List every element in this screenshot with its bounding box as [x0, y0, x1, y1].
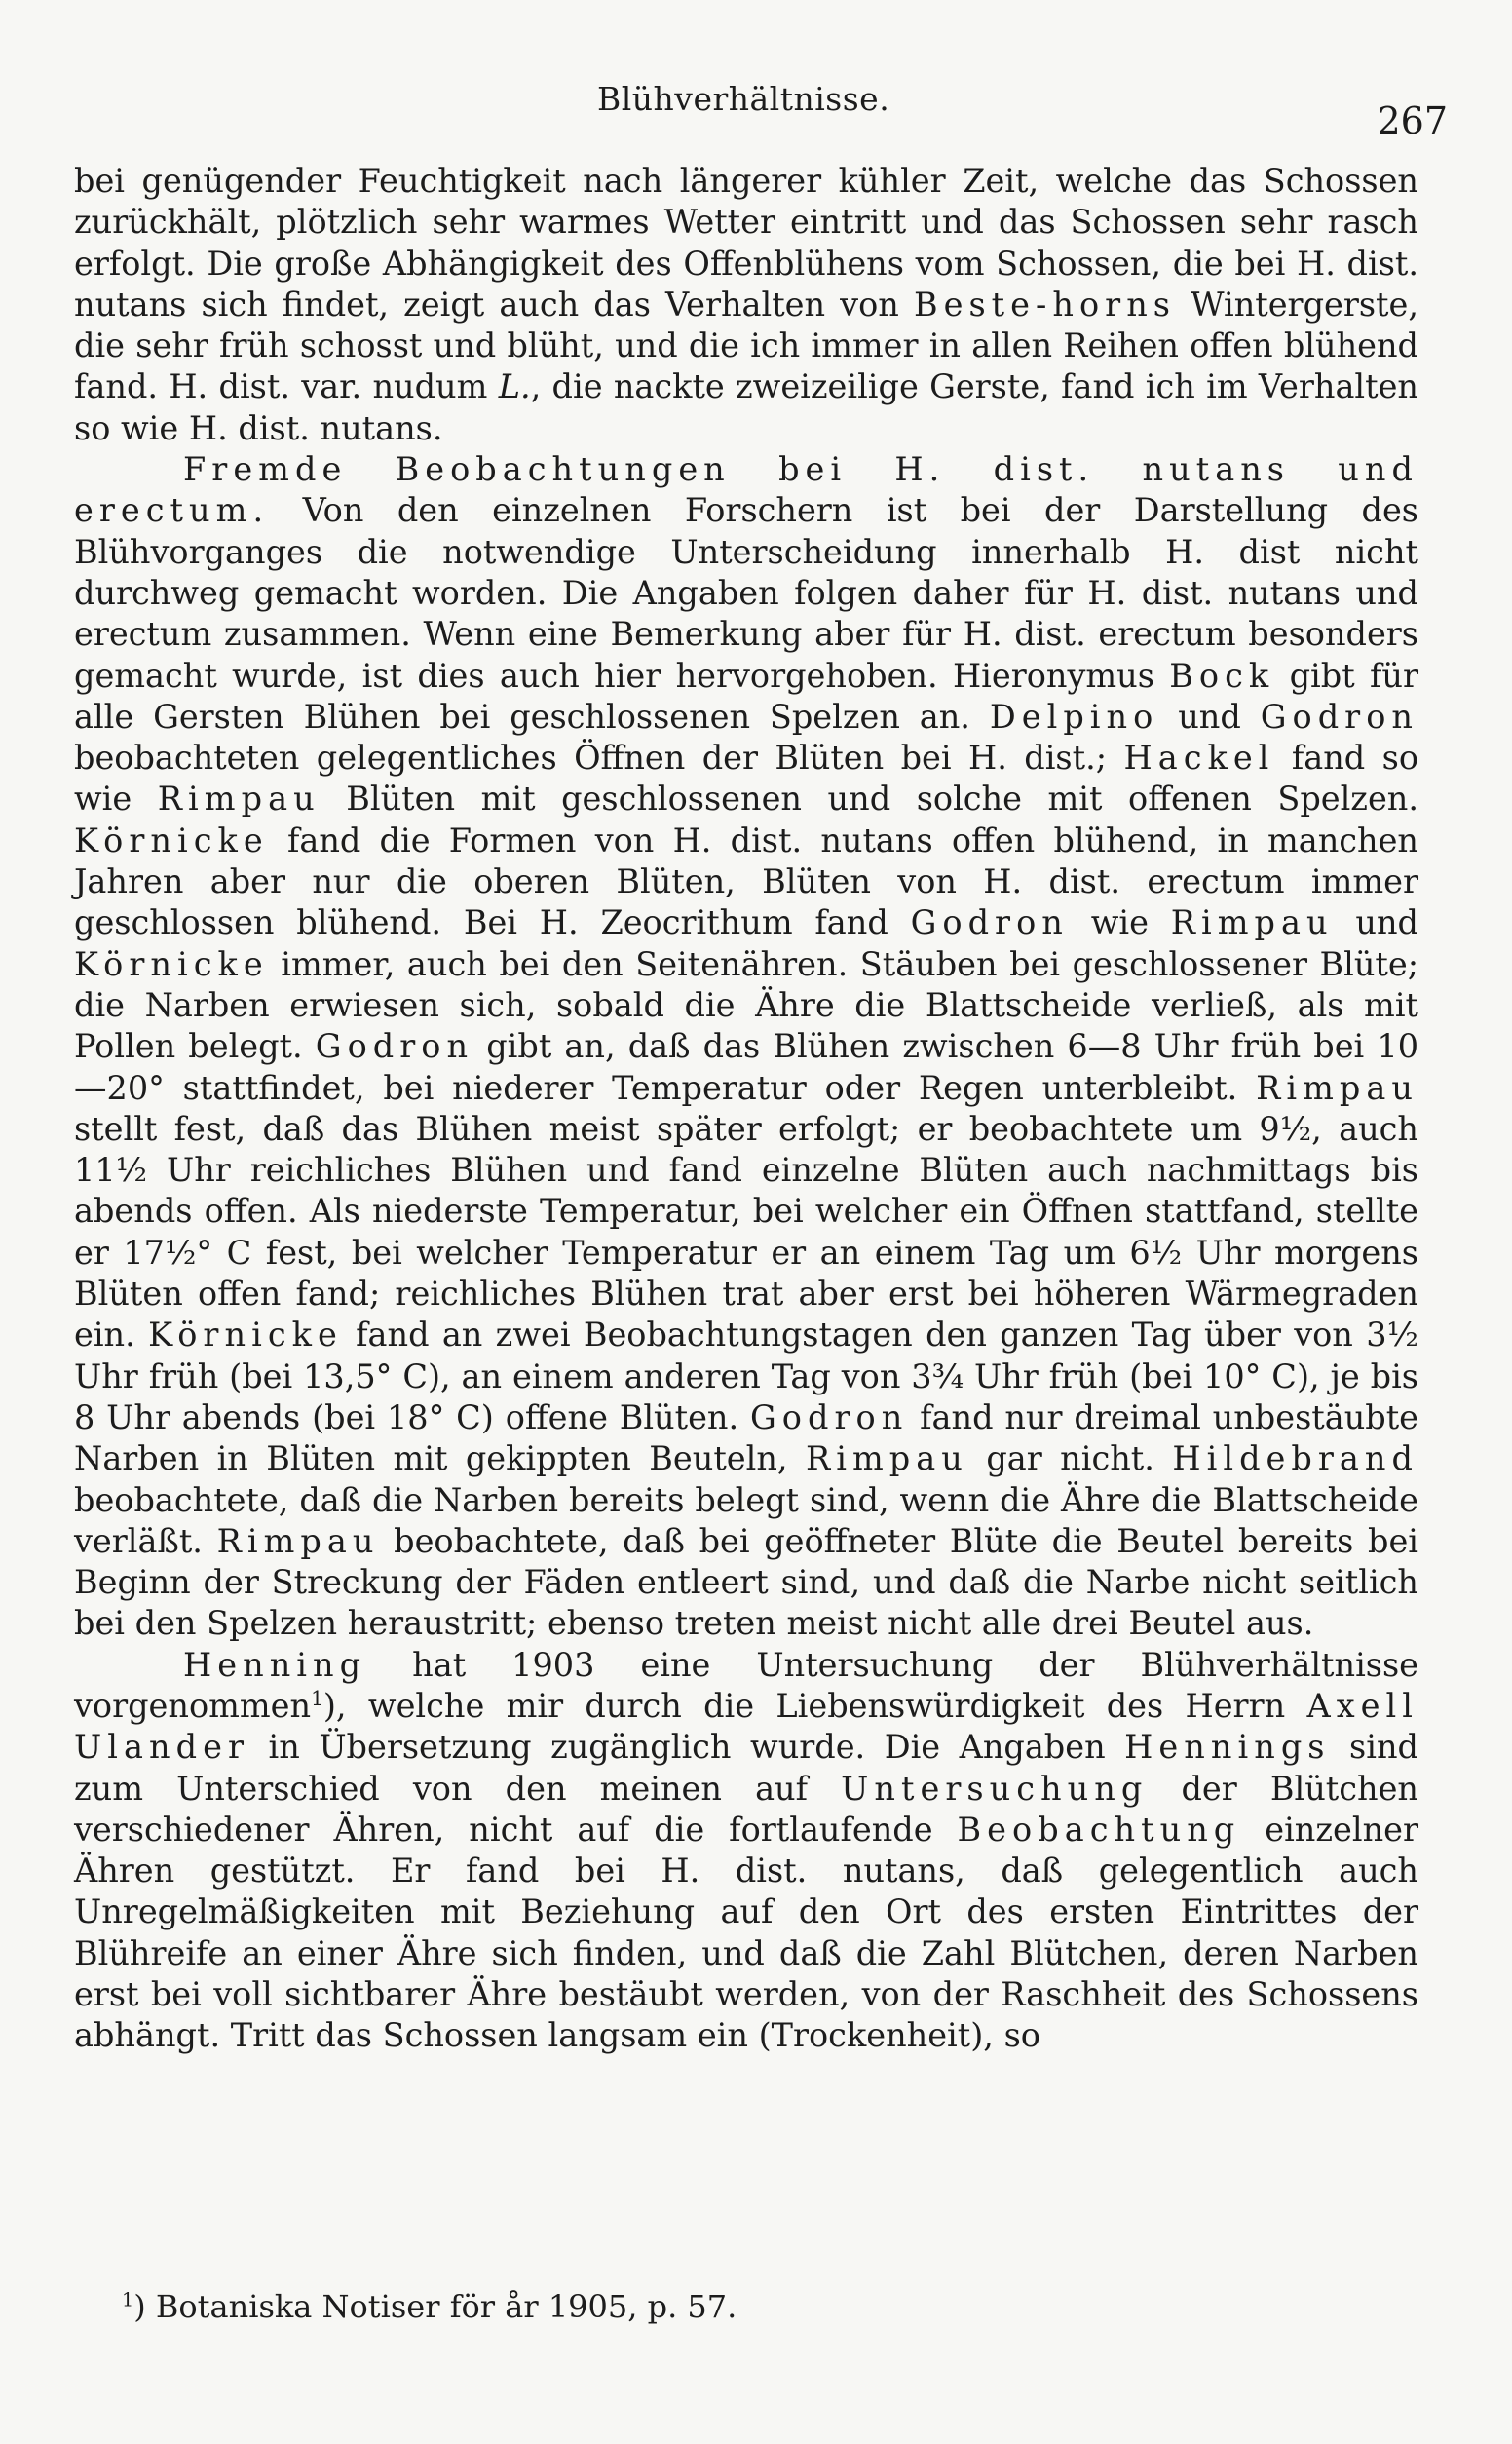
footnote-text: ) Botaniska Notiser för år 1905, p. 57.	[133, 2288, 737, 2325]
author-abbrev: L.	[498, 367, 531, 406]
author-name: Rimpau	[1170, 903, 1334, 942]
author-name: Rimpau	[216, 1521, 380, 1560]
paragraph-2	[74, 449, 1418, 1645]
page-header	[0, 80, 1512, 142]
running-title: Blühverhältnisse.	[597, 80, 890, 118]
text-run: der Blütchen verschiedener Ähren, nicht auf die fortlaufende	[74, 1769, 1418, 1849]
author-name: Bock	[1169, 656, 1275, 695]
text-run: und	[1178, 697, 1241, 736]
author-name: Rimpau	[805, 1439, 968, 1478]
emphasis-term: Beobachtung	[957, 1810, 1241, 1849]
text-run: Von den einzelnen Forschern ist bei der Darstellung des Blühvorganges die notwendige Unterscheidung innerhalb H. dist nicht durchweg gemacht worden. Die Angaben folgen daher für H. dist. nutans und erectum zusammen. Wenn eine Bemerkung aber für H. dist. erectum besonders gemacht wurde, ist dies auch hier hervorgehoben. Hieronymus	[74, 491, 1418, 695]
footnote-reference[interactable]: 1	[311, 1686, 323, 1710]
text-run: , die nackte zweizeilige Gerste, fand ich im Verhalten so wie H. dist. nutans.	[74, 367, 1419, 447]
author-name: Godron	[910, 903, 1069, 942]
author-name: Godron	[1260, 697, 1419, 736]
author-name: Hennings	[1124, 1728, 1331, 1767]
text-run: stellt fest, daß das Blühen meist später erfolgt; er beobachtete um 9½, auch 11½ Uhr reichliches Blühen und fand einzelne Blüten auch nachmittags bis abends offen. Als niederste Temperatur, bei welcher ein Öffnen stattfand, stellte er 17½° C fest, bei welcher Temperatur er an einem Tag um 6½ Uhr morgens Blüten offen fand; reichliches Blühen trat aber erst bei höheren Wärmegraden ein.	[74, 1109, 1418, 1355]
text-run: Wintergerste, die sehr früh schosst und blüht, und die ich immer in allen Reihen offen blühend fand. H. dist. var. nudum	[74, 285, 1418, 406]
paragraph-3	[74, 1645, 1418, 2057]
text-run: bei genügender Feuchtigkeit nach längerer kühler Zeit, welche das Schossen zurückhält, plötzlich sehr warmes Wetter eintritt und das Schossen sehr rasch erfolgt. Die große Abhängigkeit des Offenblühens vom Schossen, die bei H. dist. nutans sich findet, zeigt auch das Verhalten von	[74, 162, 1418, 324]
section-heading: Fremde Beobachtungen bei H. dist. nutans und erectum.	[74, 450, 1418, 530]
footnote-mark: 1	[122, 2288, 134, 2311]
author-name: Delpino	[989, 697, 1159, 736]
text-run: fand die Formen von H. dist. nutans offen blühend, in manchen Jahren aber nur die oberen Blüten, Blüten von H. dist. erectum immer geschlossen blühend. Bei H. Zeocrithum fand	[74, 821, 1419, 942]
text-run: und	[1355, 903, 1418, 942]
text-run: beobachteten gelegentliches Öffnen der Blüten bei H. dist.;	[74, 739, 1108, 778]
author-name: Körnicke	[74, 944, 269, 983]
text-run: gibt an, daß das Blühen zwischen 6—8 Uhr früh bei 10—20° stattfindet, bei niederer Temperatur oder Regen unterbleibt.	[74, 1027, 1419, 1107]
text-run: fand nur dreimal unbestäubte Narben in Blüten mit gekippten Beuteln,	[74, 1397, 1419, 1478]
text-run: beobachtete, daß die Narben bereits belegt sind, wenn die Ähre die Blattscheide verläßt.	[74, 1480, 1418, 1560]
author-name: Hackel	[1123, 739, 1275, 778]
author-name: Rimpau	[1256, 1068, 1418, 1107]
text-run: gar nicht.	[986, 1439, 1154, 1478]
text-run: wie	[1090, 903, 1149, 942]
text-run: Blüten mit geschlossenen und solche mit offenen Spelzen.	[346, 780, 1419, 819]
author-name: Beste-horns	[913, 285, 1177, 324]
text-run: sind zum Unterschied von den meinen auf	[74, 1728, 1418, 1808]
author-name: Hildebrand	[1172, 1439, 1419, 1478]
footnote	[122, 2288, 737, 2325]
text-run: immer, auch bei den Seitenähren. Stäuben bei geschlossener Blüte; die Narben erwiesen sich, sobald die Ähre die Blattscheide verließ, als mit Pollen belegt.	[74, 944, 1419, 1066]
text-run: einzelner Ähren gestützt. Er fand bei H. dist. nutans, daß gelegentlich auch Unregelmäßigkeiten mit Beziehung auf den Ort des ersten Eintrittes der Blühreife an einer Ähre sich finden, und daß die Zahl Blütchen, deren Narben erst bei voll sichtbarer Ähre bestäubt werden, von der Raschheit des Schossens abhängt. Tritt das Schossen langsam ein (Trockenheit), so	[74, 1810, 1418, 2055]
page-number: 267	[1377, 99, 1448, 142]
text-run: beobachtete, daß bei geöffneter Blüte die Beutel bereits bei Beginn der Streckung der Fäden entleert sind, und daß die Narbe nicht seitlich bei den Spelzen heraustritt; ebenso treten meist nicht alle drei Beutel aus.	[74, 1521, 1418, 1643]
emphasis-term: Untersuchung	[841, 1769, 1149, 1808]
paragraph-1	[74, 161, 1418, 449]
author-name: Körnicke	[74, 821, 269, 859]
text-run: in Übersetzung zugänglich wurde. Die Angaben	[268, 1728, 1106, 1767]
text-run: fand an zwei Beobachtungstagen den ganzen Tag über von 3½ Uhr früh (bei 13,5° C), an einem anderen Tag von 3¾ Uhr früh (bei 10° C), je bis 8 Uhr abends (bei 18° C) offene Blüten.	[74, 1316, 1418, 1436]
person-name: Axell Ulander	[74, 1686, 1418, 1767]
text-run: ), welche mir durch die Liebenswürdigkeit des Herrn	[322, 1686, 1286, 1725]
author-name: Körnicke	[148, 1316, 343, 1355]
body-text	[74, 161, 1418, 2057]
author-name: Henning	[183, 1645, 367, 1684]
text-run: fand so wie	[74, 739, 1419, 819]
author-name: Godron	[315, 1027, 474, 1066]
author-name: Rimpau	[157, 780, 321, 819]
text-run: gibt für alle Gersten Blühen bei geschlossenen Spelzen an.	[74, 656, 1418, 736]
author-name: Godron	[750, 1397, 909, 1436]
text-run: hat 1903 eine Untersuchung der Blühverhältnisse vorgenommen	[74, 1645, 1418, 1725]
